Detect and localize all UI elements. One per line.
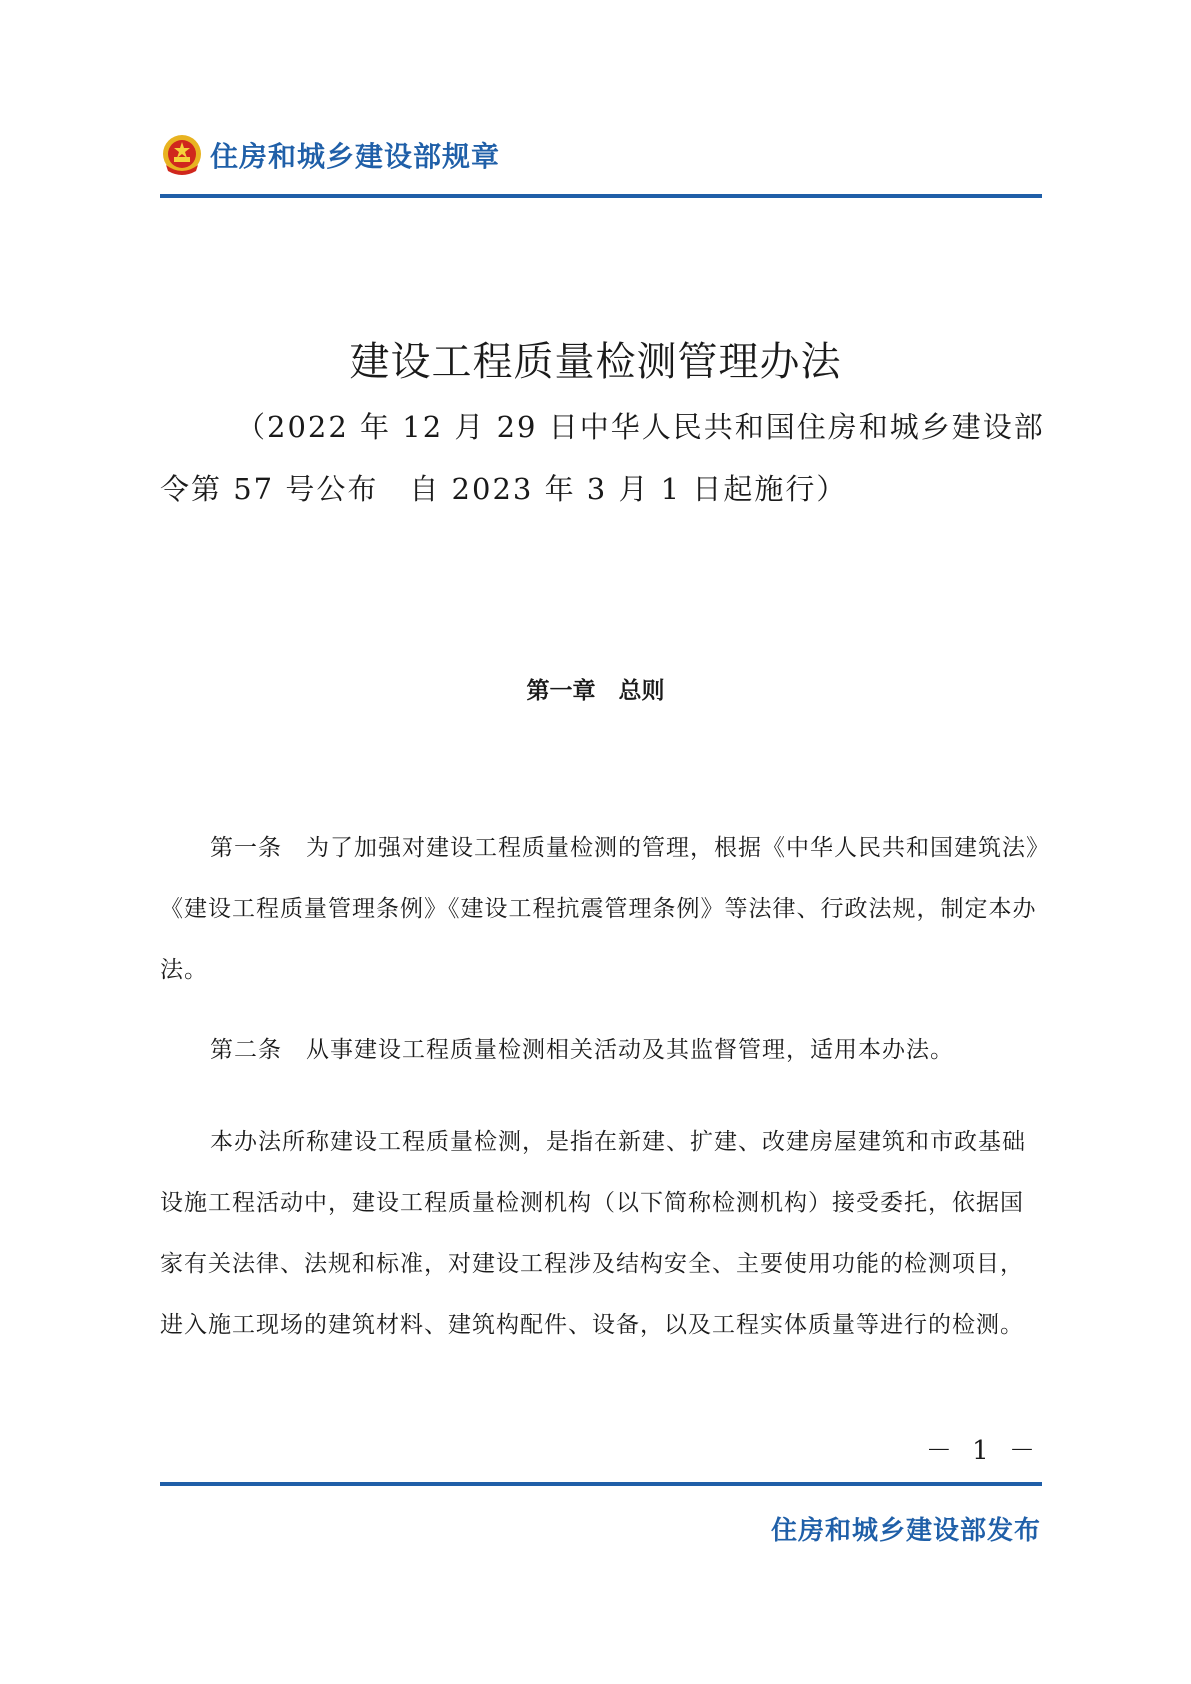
footer-divider <box>160 1482 1042 1486</box>
page-number: － 1 － <box>925 1436 1041 1466</box>
page-header <box>160 130 500 180</box>
footer-publisher: 住房和城乡建设部发布 <box>770 1516 1041 1546</box>
national-emblem-icon <box>160 133 204 177</box>
paragraph-article-1: 第一条 为了加强对建设工程质量检测的管理，根据《中华人民共和国建筑法》《建设工程质量管理条例》《建设工程抗震管理条例》等法律、行政法规，制定本办法。 <box>160 835 1039 983</box>
header-divider <box>160 194 1042 198</box>
document-subtitle: （2022 年 12 月 29 日中华人民共和国住房和城乡建设部令第 57 号公布 自 2023 年 3 月 1 日起施行） <box>160 410 1045 506</box>
chapter-heading: 第一章 总则 <box>526 678 665 704</box>
paragraph-definition: 本办法所称建设工程质量检测，是指在新建、扩建、改建房屋建筑和市政基础设施工程活动中，建设工程质量检测机构（以下简称检测机构）接受委托，依据国家有关法律、法规和标准，对建设工程涉及结构安全、主要使用功能的检测项目，进入施工现场的建筑材料、建筑构配件、设备，以及工程实体质量等进行的检测。 <box>160 1129 1026 1338</box>
header-title: 住房和城乡建设部规章 <box>210 140 501 173</box>
document-title: 建设工程质量检测管理办法 <box>349 339 842 385</box>
paragraph-article-2: 第二条 从事建设工程质量检测相关活动及其监督管理，适用本办法。 <box>210 1037 954 1063</box>
